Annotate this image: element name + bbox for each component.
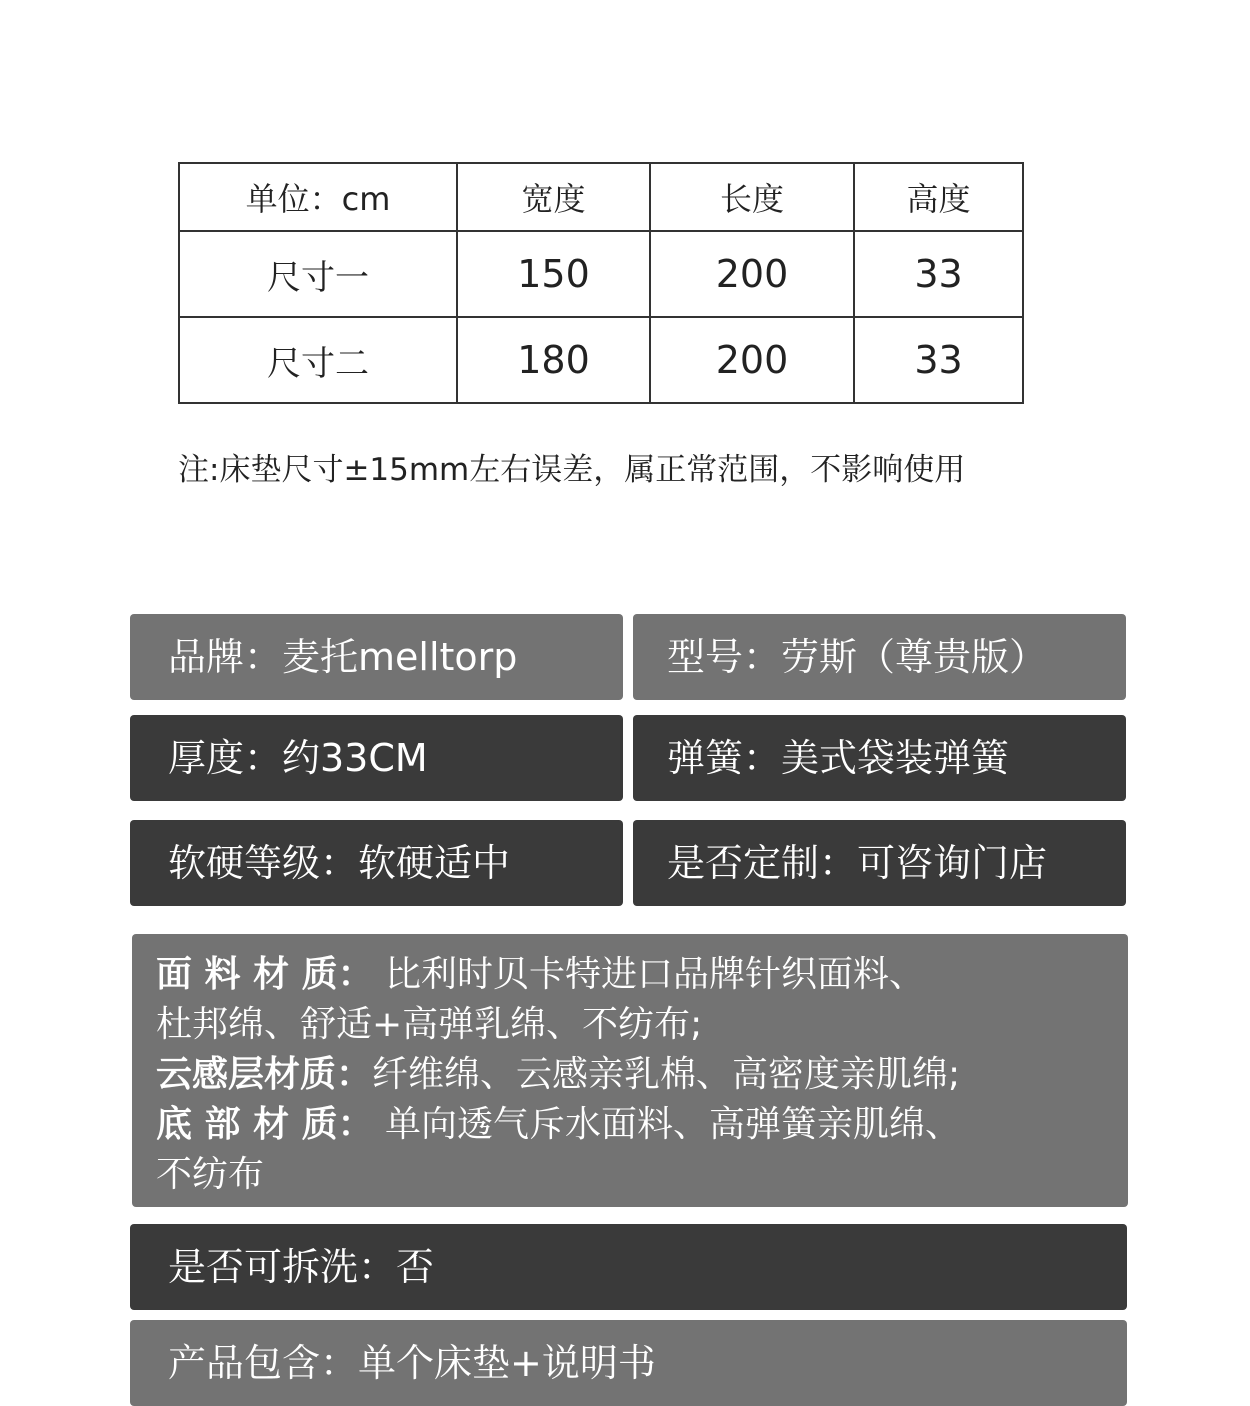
fabric-material-line-2: 杜邦绵、舒适+高弹乳绵、不纺布; — [156, 1004, 703, 1045]
spec-model: 型号：劳斯（尊贵版） — [633, 614, 1126, 700]
spec-package: 产品包含：单个床垫+说明书 — [130, 1320, 1127, 1406]
spec-brand: 品牌：麦托melltorp — [130, 614, 623, 700]
spec-firmness: 软硬等级：软硬适中 — [130, 820, 623, 906]
size-width: 150 — [457, 231, 650, 317]
header-height: 高度 — [854, 163, 1023, 231]
fabric-material-label: 面 料 材 质： — [156, 954, 374, 995]
fabric-material-value: 比利时贝卡特进口品牌针织面料、 — [373, 954, 926, 995]
size-length: 200 — [650, 231, 854, 317]
size-name: 尺寸一 — [179, 231, 457, 317]
cloud-layer-line — [156, 1050, 1108, 1100]
fabric-material-line — [156, 950, 1108, 1000]
bottom-material-line — [156, 1100, 1108, 1150]
size-height: 33 — [854, 231, 1023, 317]
size-tolerance-note: 注:床垫尺寸±15mm左右误差，属正常范围，不影响使用 — [178, 452, 966, 488]
header-unit: 单位：cm — [179, 163, 457, 231]
bottom-material-label: 底 部 材 质： — [156, 1104, 374, 1145]
spec-spring: 弹簧：美式袋装弹簧 — [633, 715, 1126, 801]
size-height: 33 — [854, 317, 1023, 403]
spec-thickness: 厚度：约33CM — [130, 715, 623, 801]
size-table — [178, 162, 1024, 404]
header-width: 宽度 — [457, 163, 650, 231]
table-row — [179, 231, 1023, 317]
size-width: 180 — [457, 317, 650, 403]
cloud-layer-value: 纤维绵、云感亲乳棉、高密度亲肌绵; — [372, 1054, 961, 1095]
size-name: 尺寸二 — [179, 317, 457, 403]
materials-block — [132, 934, 1128, 1207]
spec-washable: 是否可拆洗：否 — [130, 1224, 1127, 1310]
header-length: 长度 — [650, 163, 854, 231]
size-table-header-row — [179, 163, 1023, 231]
bottom-material-line-2: 不纺布 — [156, 1154, 265, 1195]
size-length: 200 — [650, 317, 854, 403]
bottom-material-value: 单向透气斥水面料、高弹簧亲肌绵、 — [373, 1104, 962, 1145]
spec-custom: 是否定制：可咨询门店 — [633, 820, 1126, 906]
cloud-layer-label: 云感层材质： — [156, 1054, 373, 1095]
table-row — [179, 317, 1023, 403]
